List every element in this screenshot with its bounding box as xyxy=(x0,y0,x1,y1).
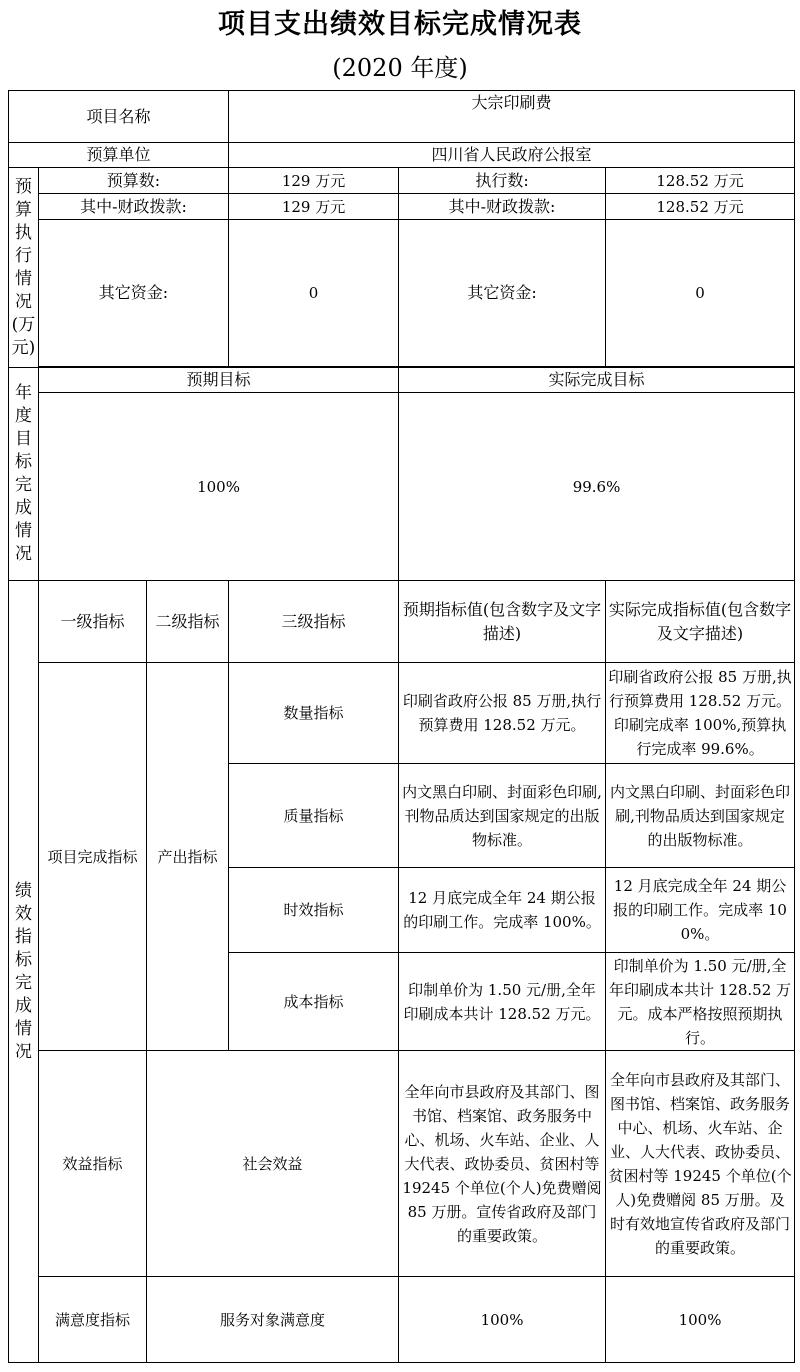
benefit-label: 效益指标 xyxy=(39,1051,147,1277)
other-value-left: 0 xyxy=(229,220,399,367)
quality-indicator-actual: 内文黑白印刷、封面彩色印刷,刊物品质达到国家规定的出版物标准。 xyxy=(606,764,795,868)
timeliness-indicator-actual: 12 月底完成全年 24 期公报的印刷工作。完成率 100%。 xyxy=(606,868,795,953)
other-label-right: 其它资金: xyxy=(399,220,606,367)
project-name-value: 大宗印刷费 xyxy=(229,91,795,143)
expected-goal-value: 100% xyxy=(39,393,399,581)
output-label: 产出指标 xyxy=(147,663,229,1051)
header-level3: 三级指标 xyxy=(229,581,399,663)
quantity-indicator-expected: 印刷省政府公报 85 万册,执行预算费用 128.52 万元。 xyxy=(399,663,606,764)
social-benefit-actual: 全年向市县政府及其部门、图书馆、档案馆、政务服务中心、机场、火车站、企业、人大代表、政协委员、贫困村等 19245 个单位(个人)免费赠阅 85 万册。及时有效地宣传省政府及部门的重要政策。 xyxy=(606,1051,795,1277)
fiscal-label-right: 其中-财政拨款: xyxy=(399,194,606,220)
project-completion-label: 项目完成指标 xyxy=(39,663,147,1051)
header-expected: 预期指标值(包含数字及文字描述) xyxy=(399,581,606,663)
annual-section-label: 年 度 目 标 完 成 情 况 xyxy=(9,368,39,581)
timeliness-indicator-expected: 12 月底完成全年 24 期公报的印刷工作。完成率 100%。 xyxy=(399,868,606,953)
expected-goal-header: 预期目标 xyxy=(39,368,399,393)
fiscal-label-left: 其中-财政拨款: xyxy=(39,194,229,220)
cost-indicator-label: 成本指标 xyxy=(229,953,399,1051)
quality-indicator-label: 质量指标 xyxy=(229,764,399,868)
satisfaction-label: 满意度指标 xyxy=(39,1277,147,1363)
table-row xyxy=(9,1051,795,1277)
fiscal-value-left: 129 万元 xyxy=(229,194,399,220)
header-actual: 实际完成指标值(包含数字及文字描述) xyxy=(606,581,795,663)
quantity-indicator-label: 数量指标 xyxy=(229,663,399,764)
budget-unit-label: 预算单位 xyxy=(9,143,229,168)
social-benefit-expected: 全年向市县政府及其部门、图书馆、档案馆、政务服务中心、机场、火车站、企业、人大代表、政协委员、贫困村等 19245 个单位(个人)免费赠阅 85 万册。宣传省政府及部门的重要政策。 xyxy=(399,1051,606,1277)
perf-section-label: 绩 效 指 标 完 成 情 况 xyxy=(9,581,39,1363)
satisfaction-item: 服务对象满意度 xyxy=(147,1277,399,1363)
actual-goal-value: 99.6% xyxy=(399,393,795,581)
table-row xyxy=(9,663,795,764)
actual-goal-header: 实际完成目标 xyxy=(399,368,795,393)
budget-exec-section-label: 预 算 执 行 情 况 (万 元) xyxy=(9,168,39,368)
budget-amount-value: 129 万元 xyxy=(229,168,399,194)
header-level2: 二级指标 xyxy=(147,581,229,663)
exec-amount-value: 128.52 万元 xyxy=(606,168,795,194)
project-name-label: 项目名称 xyxy=(9,91,229,143)
other-value-right: 0 xyxy=(606,220,795,367)
cost-indicator-expected: 印制单价为 1.50 元/册,全年印刷成本共计 128.52 万元。 xyxy=(399,953,606,1051)
page-title: 项目支出绩效目标完成情况表 xyxy=(218,9,582,40)
budget-unit-value: 四川省人民政府公报室 xyxy=(229,143,795,168)
social-benefit-label: 社会效益 xyxy=(147,1051,399,1277)
performance-table xyxy=(8,90,795,1363)
quality-indicator-expected: 内文黑白印刷、封面彩色印刷,刊物品质达到国家规定的出版物标准。 xyxy=(399,764,606,868)
other-label-left: 其它资金: xyxy=(39,220,229,367)
page-subtitle: (2020 年度) xyxy=(332,54,468,82)
exec-amount-label: 执行数: xyxy=(399,168,606,194)
table-row xyxy=(9,1277,795,1363)
satisfaction-expected: 100% xyxy=(399,1277,606,1363)
quantity-indicator-actual: 印刷省政府公报 85 万册,执行预算费用 128.52 万元。印刷完成率 100%,预算执行完成率 99.6%。 xyxy=(606,663,795,764)
header-level1: 一级指标 xyxy=(39,581,147,663)
fiscal-value-right: 128.52 万元 xyxy=(606,194,795,220)
budget-amount-label: 预算数: xyxy=(39,168,229,194)
timeliness-indicator-label: 时效指标 xyxy=(229,868,399,953)
satisfaction-actual: 100% xyxy=(606,1277,795,1363)
cost-indicator-actual: 印制单价为 1.50 元/册,全年印刷成本共计 128.52 万元。成本严格按照预期执行。 xyxy=(606,953,795,1051)
